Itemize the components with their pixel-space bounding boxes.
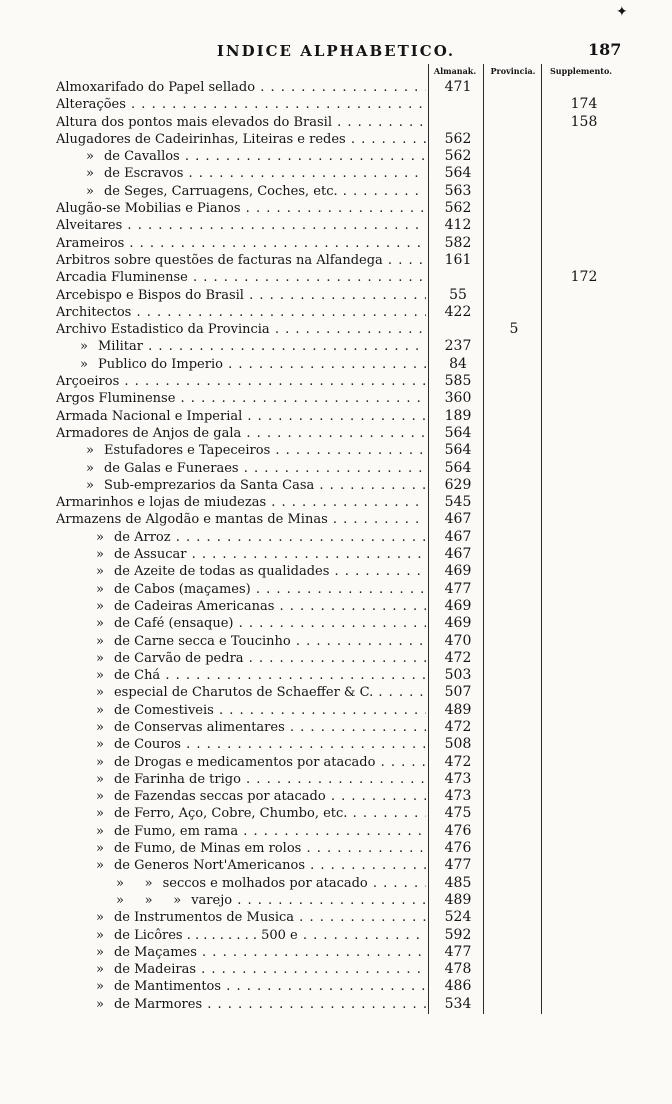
ditto-mark: »	[96, 598, 104, 614]
index-entry	[56, 754, 622, 771]
index-entry	[56, 892, 622, 909]
entry-text: Alterações	[56, 97, 126, 113]
entry-almanak-page: 469	[444, 597, 472, 614]
entry-almanak-page: 477	[444, 580, 472, 597]
entry-text: Arbitros sobre questões de facturas na Alfandega	[56, 252, 383, 268]
ditto-mark: »	[96, 754, 104, 770]
entry-almanak-page: 489	[444, 891, 472, 908]
entry-text: Armadores de Anjos de gala	[56, 425, 242, 441]
ditto-mark: »	[86, 166, 94, 182]
column-header-provincia: Provincia.	[490, 66, 536, 76]
entry-label	[56, 719, 426, 736]
entry-text: de Chá	[113, 668, 161, 684]
ditto-mark: »	[96, 927, 104, 943]
index-entry	[56, 390, 622, 407]
entry-almanak-page: 472	[444, 649, 472, 666]
index-entry	[56, 148, 622, 165]
entry-text: Alveitares	[56, 218, 123, 234]
entry-label	[56, 754, 426, 771]
index-entry	[56, 529, 622, 546]
index-entry	[56, 131, 622, 148]
entry-almanak-page: 360	[444, 390, 472, 407]
entry-text: de Cabos (maçames)	[113, 581, 251, 597]
entry-label	[56, 546, 426, 563]
ditto-mark: »	[86, 477, 94, 493]
index-entry	[56, 235, 622, 252]
entry-text: de Licôres . . . . . . . . . 500 e	[113, 927, 298, 943]
entry-text: de Generos Nort'Americanos	[113, 858, 306, 874]
entry-provincia-page: 5	[509, 321, 519, 338]
entry-label	[56, 736, 426, 753]
ditto-mark: »	[86, 460, 94, 476]
entry-almanak-page: 475	[444, 805, 472, 822]
entry-text: Architectos	[56, 304, 132, 320]
entry-text: Alugadores de Cadeirinhas, Liteiras e redes	[56, 131, 346, 147]
ditto-mark: »	[96, 529, 104, 545]
index-entry	[56, 598, 622, 615]
entry-text: Arçoeiros	[56, 374, 120, 390]
entry-text: Arcebispo e Bispos do Brasil	[56, 287, 244, 303]
entry-label	[56, 978, 426, 995]
index-entry	[56, 546, 622, 563]
index-entry	[56, 511, 622, 528]
entry-text: de Comestiveis	[113, 702, 214, 718]
index-entry	[56, 200, 622, 217]
entry-almanak-page: 564	[444, 165, 472, 182]
page-number: 187	[588, 40, 622, 59]
entry-text: seccos e molhados por atacado	[162, 875, 368, 891]
entry-text: de Couros	[113, 737, 181, 753]
entry-almanak-page: 473	[444, 770, 472, 787]
index-entry	[56, 287, 622, 304]
entry-text: de Café (ensaque)	[113, 616, 234, 632]
ditto-mark: »	[86, 443, 94, 459]
entry-almanak-page: 237	[444, 338, 472, 355]
index-entry	[56, 338, 622, 355]
entry-almanak-page: 161	[444, 251, 472, 268]
entry-text: Archivo Estadistico da Provincia	[56, 322, 270, 338]
entry-label	[56, 304, 426, 321]
entry-almanak-page: 477	[444, 943, 472, 960]
index-entry	[56, 996, 622, 1013]
index-entry	[56, 944, 622, 961]
entry-text: de Marmores	[113, 996, 203, 1012]
index-entry	[56, 114, 622, 131]
entry-label	[56, 287, 426, 304]
entry-almanak-page: 467	[444, 546, 472, 563]
entry-almanak-page: 629	[444, 476, 472, 493]
ditto-mark: »	[80, 339, 88, 355]
entry-almanak-page: 471	[444, 79, 472, 95]
entry-text: Publico do Imperio	[97, 356, 223, 372]
index-entry	[56, 477, 622, 494]
ditto-mark: »	[96, 858, 104, 874]
entry-text: Estufadores e Tapeceiros	[103, 443, 271, 459]
entry-label	[56, 961, 426, 978]
entry-almanak-page: 564	[444, 442, 472, 459]
entry-label	[56, 667, 426, 684]
index-entry	[56, 581, 622, 598]
index-entry	[56, 702, 622, 719]
index-entry	[56, 442, 622, 459]
entry-label	[56, 529, 426, 546]
entry-text: Argos Fluminense	[56, 391, 176, 407]
entry-label	[56, 131, 426, 148]
index-entry	[56, 927, 622, 944]
index-entry	[56, 684, 622, 701]
ditto-mark: »	[96, 702, 104, 718]
index-entry	[56, 771, 622, 788]
entry-text: de Cadeiras Americanas	[113, 598, 275, 614]
index-entry	[56, 165, 622, 182]
entry-almanak-page: 476	[444, 822, 472, 839]
entry-text: de Cavallos	[103, 149, 180, 165]
entry-label	[56, 79, 426, 96]
ditto-mark: »	[96, 719, 104, 735]
column-header-almanak: Almanak.	[433, 66, 477, 76]
entry-text: de Madeiras	[113, 962, 196, 978]
entry-label	[56, 944, 426, 961]
index-entry	[56, 96, 622, 113]
entry-label	[56, 702, 426, 719]
index-entry	[56, 408, 622, 425]
entry-text: de Azeite de todas as qualidades	[113, 564, 330, 580]
entry-almanak-page: 470	[444, 632, 472, 649]
entry-almanak-page: 564	[444, 459, 472, 476]
entry-supplemento-page: 172	[570, 269, 598, 286]
entry-label	[56, 615, 426, 632]
entry-label	[56, 96, 426, 113]
index-entry	[56, 633, 622, 650]
entry-label	[56, 563, 426, 580]
entry-text: Arcadia Fluminense	[56, 270, 188, 286]
entry-label	[56, 217, 426, 234]
entry-text: de Fumo, em rama	[113, 823, 239, 839]
ditto-mark: »	[86, 183, 94, 199]
ditto-mark: »	[80, 356, 88, 372]
entry-label	[56, 771, 426, 788]
entry-almanak-page: 582	[444, 234, 472, 251]
entry-label	[56, 408, 426, 425]
entry-label	[56, 494, 426, 511]
ditto-mark: »	[96, 823, 104, 839]
index-entry	[56, 79, 622, 96]
entry-label	[56, 114, 426, 131]
entry-almanak-page: 422	[444, 303, 472, 320]
index-entry	[56, 667, 622, 684]
entry-almanak-page: 562	[444, 148, 472, 165]
ditto-mark: »	[96, 962, 104, 978]
entry-text: de Carvão de pedra	[113, 650, 244, 666]
entry-label	[56, 684, 426, 701]
index-entry	[56, 805, 622, 822]
entry-almanak-page: 476	[444, 840, 472, 857]
entry-almanak-page: 469	[444, 563, 472, 580]
index-entry	[56, 494, 622, 511]
entry-text: de Galas e Funeraes	[103, 460, 239, 476]
entry-text: de Conservas alimentares	[113, 719, 285, 735]
entry-almanak-page: 473	[444, 788, 472, 805]
entry-almanak-page: 545	[444, 494, 472, 511]
ditto-mark: »	[96, 996, 104, 1012]
index-entry	[56, 857, 622, 874]
entry-label	[56, 788, 426, 805]
index-entry	[56, 304, 622, 321]
entry-text: varejo	[191, 892, 233, 908]
index-entry	[56, 425, 622, 442]
entry-text: Armarinhos e lojas de miudezas	[56, 495, 267, 511]
index-entry	[56, 875, 622, 892]
entry-text: Sub-emprezarios da Santa Casa	[103, 477, 315, 493]
index-entry	[56, 356, 622, 373]
ditto-mark: » »	[116, 875, 153, 891]
entry-text: Almoxarifado do Papel sellado	[56, 80, 256, 95]
ditto-mark: »	[96, 547, 104, 563]
ditto-mark: »	[96, 841, 104, 857]
index-entry	[56, 217, 622, 234]
entry-almanak-page: 469	[444, 615, 472, 632]
entry-label	[56, 425, 426, 442]
entry-label	[56, 165, 426, 182]
ditto-mark: »	[96, 685, 104, 701]
index-entry	[56, 373, 622, 390]
ditto-mark: »	[96, 910, 104, 926]
index-entry	[56, 563, 622, 580]
ditto-mark: »	[96, 668, 104, 684]
entry-label	[56, 511, 426, 528]
entry-almanak-page: 485	[444, 874, 472, 891]
entry-almanak-page: 55	[449, 286, 467, 303]
index-entry	[56, 788, 622, 805]
entry-label	[56, 390, 426, 407]
entry-label	[56, 996, 426, 1013]
entry-label	[56, 235, 426, 252]
ditto-mark: »	[96, 737, 104, 753]
entry-label	[56, 805, 426, 822]
index-entry	[56, 909, 622, 926]
entry-text: de Instrumentos de Musica	[113, 910, 295, 926]
entry-almanak-page: 564	[444, 424, 472, 441]
ditto-mark: »	[96, 633, 104, 649]
entry-text: especial de Charutos de Schaeffer & C.	[113, 685, 374, 701]
index-entry	[56, 823, 622, 840]
entry-label	[56, 269, 426, 286]
entry-almanak-page: 562	[444, 200, 472, 217]
ditto-mark: »	[96, 581, 104, 597]
entry-text: de Carne secca e Toucinho	[113, 633, 291, 649]
ditto-mark: »	[86, 149, 94, 165]
entry-almanak-page: 585	[444, 373, 472, 390]
entry-label	[56, 892, 426, 909]
entry-almanak-page: 489	[444, 701, 472, 718]
entry-label	[56, 598, 426, 615]
ditto-mark: »	[96, 789, 104, 805]
entry-text: Altura dos pontos mais elevados do Brasil	[56, 114, 332, 130]
index-entry	[56, 736, 622, 753]
entry-almanak-page: 84	[449, 355, 467, 372]
entry-almanak-page: 477	[444, 857, 472, 874]
entry-almanak-page: 507	[444, 684, 472, 701]
entry-almanak-page: 486	[444, 978, 472, 995]
entry-label	[56, 460, 426, 477]
entry-label	[56, 373, 426, 390]
entry-almanak-page: 472	[444, 718, 472, 735]
entry-label	[56, 356, 426, 373]
entry-label	[56, 183, 426, 200]
entry-text: de Fazendas seccas por atacado	[113, 789, 326, 805]
entry-text: de Fumo, de Minas em rolos	[113, 841, 302, 857]
entry-text: de Farinha de trigo	[113, 771, 241, 787]
entry-label	[56, 650, 426, 667]
entry-text: de Ferro, Aço, Cobre, Chumbo, etc.	[113, 806, 348, 822]
ditto-mark: »	[96, 564, 104, 580]
entry-almanak-page: 563	[444, 182, 472, 199]
column-header-supplemento: Supplemento.	[550, 66, 612, 76]
entry-label	[56, 875, 426, 892]
index-list	[56, 79, 622, 1013]
entry-almanak-page: 562	[444, 130, 472, 147]
ditto-mark: »	[96, 771, 104, 787]
ditto-mark: » » »	[116, 892, 182, 908]
entry-label	[56, 252, 426, 269]
entry-supplemento-page: 158	[570, 113, 598, 130]
index-entry	[56, 961, 622, 978]
entry-almanak-page: 478	[444, 961, 472, 978]
index-entry	[56, 650, 622, 667]
index-entry	[56, 252, 622, 269]
index-entry	[56, 321, 622, 338]
entry-text: Alugão-se Mobilias e Pianos	[56, 201, 241, 217]
ditto-mark: »	[96, 616, 104, 632]
entry-almanak-page: 508	[444, 736, 472, 753]
entry-almanak-page: 412	[444, 217, 472, 234]
entry-text: de Assucar	[113, 547, 187, 563]
entry-label	[56, 200, 426, 217]
entry-almanak-page: 472	[444, 753, 472, 770]
entry-text: Armada Nacional e Imperial	[56, 408, 243, 424]
entry-label	[56, 633, 426, 650]
entry-label	[56, 321, 426, 338]
entry-label	[56, 857, 426, 874]
index-entry	[56, 615, 622, 632]
entry-text: de Escravos	[103, 166, 184, 182]
index-entry	[56, 840, 622, 857]
ditto-mark: »	[96, 979, 104, 995]
entry-label	[56, 823, 426, 840]
entry-label	[56, 477, 426, 494]
index-entry	[56, 978, 622, 995]
entry-text: de Arroz	[113, 529, 171, 545]
entry-label	[56, 148, 426, 165]
entry-supplemento-page: 174	[570, 96, 598, 113]
entry-almanak-page: 534	[444, 995, 472, 1012]
ditto-mark: »	[96, 944, 104, 960]
entry-label	[56, 909, 426, 926]
index-entry	[56, 460, 622, 477]
entry-almanak-page: 503	[444, 667, 472, 684]
entry-text: de Drogas e medicamentos por atacado	[113, 754, 376, 770]
entry-label	[56, 927, 426, 944]
entry-label	[56, 840, 426, 857]
entry-almanak-page: 524	[444, 909, 472, 926]
corner-ornament-icon: ✦	[616, 4, 628, 20]
entry-text: de Seges, Carruagens, Coches, etc.	[103, 183, 338, 199]
page-title: INDICE ALPHABETICO.	[216, 42, 456, 60]
entry-text: Arameiros	[56, 235, 125, 251]
index-entry	[56, 269, 622, 286]
ditto-mark: »	[96, 806, 104, 822]
entry-label	[56, 581, 426, 598]
entry-almanak-page: 592	[444, 926, 472, 943]
entry-almanak-page: 467	[444, 528, 472, 545]
entry-text: de Maçames	[113, 944, 197, 960]
entry-text: Militar	[97, 339, 143, 355]
entry-text: de Mantimentos	[113, 979, 222, 995]
ditto-mark: »	[96, 650, 104, 666]
entry-almanak-page: 189	[444, 407, 472, 424]
index-entry	[56, 719, 622, 736]
entry-almanak-page: 467	[444, 511, 472, 528]
entry-text: Armazens de Algodão e mantas de Minas	[56, 512, 328, 528]
index-entry	[56, 183, 622, 200]
entry-label	[56, 442, 426, 459]
entry-label	[56, 338, 426, 355]
